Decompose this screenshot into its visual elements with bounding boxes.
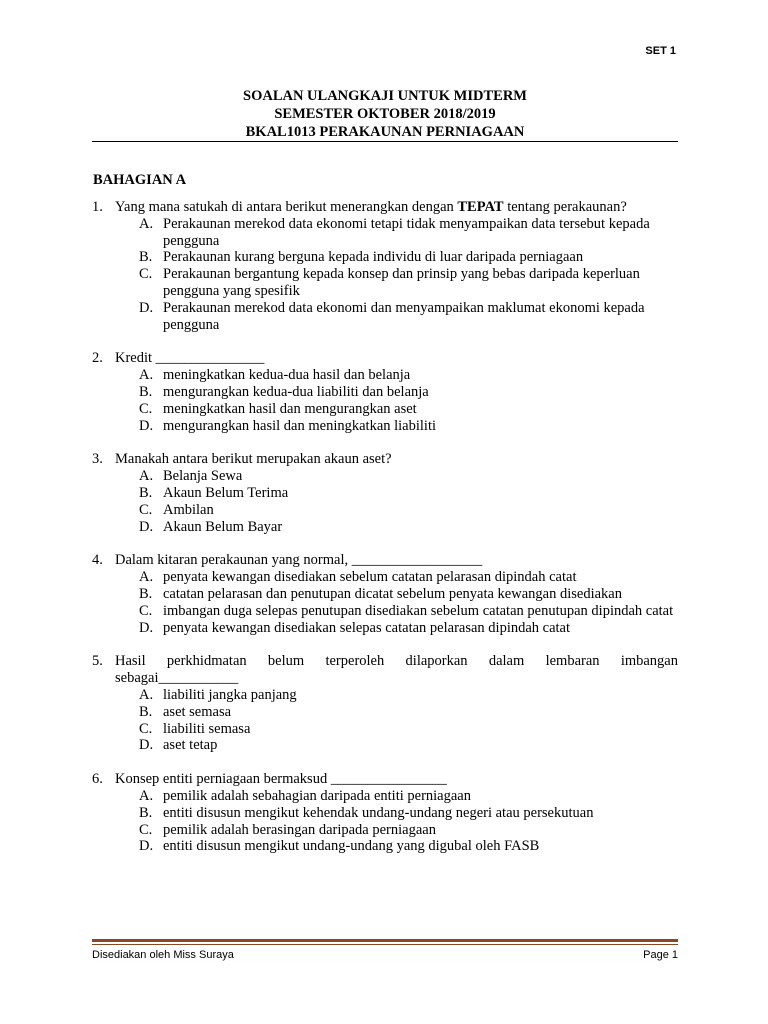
option-a: A. penyata kewangan disediakan sebelum catatan pelarasan dipindah catat [139, 569, 577, 586]
option-c: C. pemilik adalah berasingan daripada perniagaan [139, 821, 436, 838]
question-text: Hasil perkhidmatan belum terperoleh dilaporkan dalam lembaran imbangan [115, 653, 678, 670]
option-b: B. catatan pelarasan dan penutupan dicatat sebelum penyata kewangan disediakan [139, 585, 622, 602]
option-d: D. penyata kewangan disediakan selepas catatan pelarasan dipindah catat [139, 619, 571, 636]
question-2 [92, 350, 678, 434]
option-d: D. Perakaunan merekod data ekonomi dan menyampaikan maklumat ekonomi kepada pengguna [139, 299, 645, 333]
header-semester: SEMESTER OKTOBER 2018/2019 [274, 106, 496, 122]
option-c: C. liabiliti semasa [139, 720, 251, 737]
question-number: 6. [92, 771, 103, 788]
question-emphasis: TEPAT [457, 199, 504, 215]
option-c: C. imbangan duga selepas penutupan disediakan sebelum catatan penutupan dipindah catat [139, 602, 674, 619]
option-c: C. Ambilan [139, 501, 214, 518]
option-a: A. Belanja Sewa [139, 468, 243, 485]
question-5 [92, 653, 678, 754]
header-title: SOALAN ULANGKAJI UNTUK MIDTERM [243, 88, 527, 104]
question-3 [92, 451, 678, 535]
question-text: Manakah antara berikut merupakan akaun aset? [115, 451, 392, 468]
option-a: A. meningkatkan kedua-dua hasil dan belanja [139, 367, 411, 384]
option-a: A. pemilik adalah sebahagian daripada entiti perniagaan [139, 787, 471, 804]
header-divider [92, 141, 678, 142]
question-1 [92, 199, 678, 333]
option-b: B. Perakaunan kurang berguna kepada individu di luar daripada perniagaan [139, 249, 584, 266]
question-text: Konsep entiti perniagaan bermaksud ________________ [115, 771, 447, 788]
option-b: B. mengurangkan kedua-dua liabiliti dan belanja [139, 383, 429, 400]
question-list [92, 199, 678, 872]
question-4 [92, 552, 678, 636]
document-header [92, 87, 678, 141]
footer-divider-thick [92, 939, 678, 942]
option-list [92, 468, 678, 535]
question-number: 2. [92, 350, 103, 367]
question-text: Dalam kitaran perakaunan yang normal, __________________ [115, 552, 483, 569]
option-list [92, 788, 678, 855]
option-d: D. entiti disusun mengikut undang-undang yang digubal oleh FASB [139, 838, 540, 855]
option-d: D. aset tetap [139, 737, 218, 754]
footer-page-number: Page 1 [643, 949, 678, 961]
question-number: 4. [92, 552, 103, 569]
option-b: B. aset semasa [139, 703, 232, 720]
option-list [92, 367, 678, 434]
option-b: B. Akaun Belum Terima [139, 484, 289, 501]
option-a: A. Perakaunan merekod data ekonomi tetapi tidak menyampaikan data tersebut kepada pengguna [139, 215, 650, 249]
option-a: A. liabiliti jangka panjang [139, 686, 297, 703]
set-label: SET 1 [645, 45, 676, 57]
option-c: C. meningkatkan hasil dan mengurangkan aset [139, 400, 417, 417]
option-d: D. Akaun Belum Bayar [139, 518, 283, 535]
header-course: BKAL1013 PERAKAUNAN PERNIAGAAN [245, 124, 525, 140]
option-list [92, 687, 678, 754]
option-list [92, 569, 678, 636]
question-text-continued: sebagai___________ [115, 670, 239, 687]
option-d: D. mengurangkan hasil dan meningkatkan liabiliti [139, 417, 437, 434]
option-b: B. entiti disusun mengikut kehendak undang-undang negeri atau persekutuan [139, 804, 594, 821]
question-text: Yang mana satukah di antara berikut menerangkan dengan TEPAT tentang perakaunan? [115, 199, 627, 215]
question-text: Kredit _______________ [115, 350, 265, 367]
option-list [92, 216, 678, 334]
option-c: C. Perakaunan bergantung kepada konsep dan prinsip yang bebas daripada keperluan pengguna yang spesifik [139, 266, 640, 299]
section-title: BAHAGIAN A [93, 172, 187, 188]
question-number: 5. [92, 653, 103, 670]
question-6 [92, 771, 678, 855]
question-number: 1. [92, 199, 103, 215]
footer-divider-thin [92, 944, 678, 945]
footer-author: Disediakan oleh Miss Suraya [92, 949, 234, 961]
question-number: 3. [92, 451, 103, 468]
